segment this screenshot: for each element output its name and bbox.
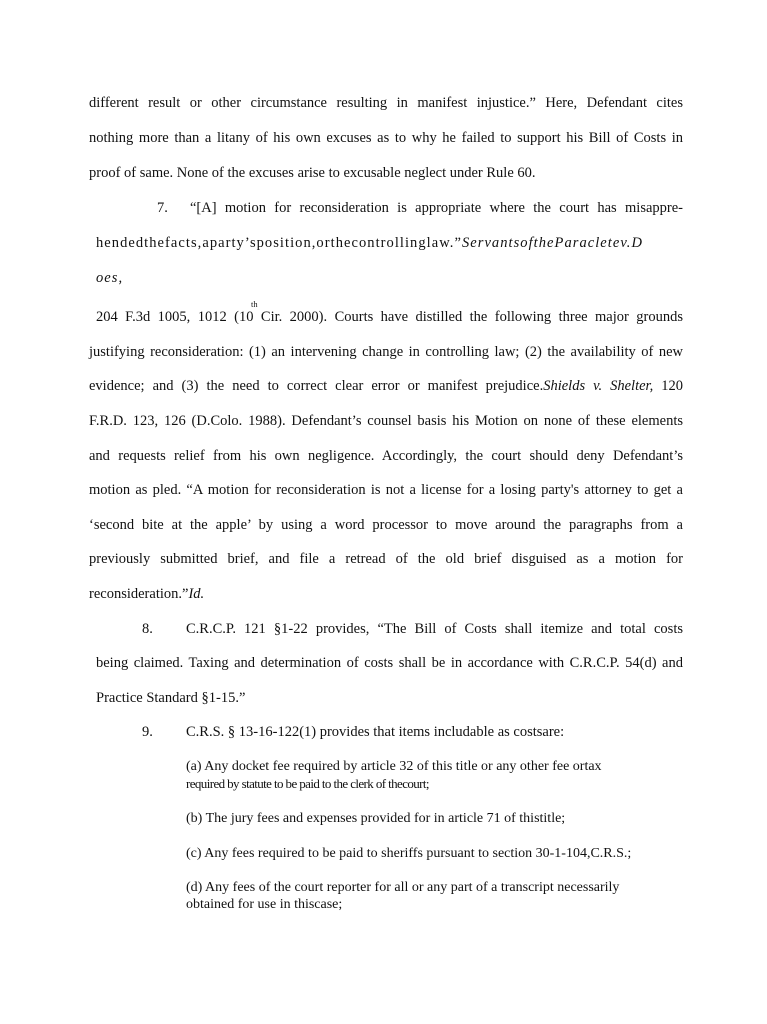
paragraph-line: Practice Standard §1-15.”: [96, 690, 246, 706]
paragraph-line: [89, 378, 683, 395]
paragraph-line: and requests relief from his own negligence. Accordingly, the court should deny Defendant’s: [89, 448, 683, 464]
paragraph-number-8: 8.: [142, 621, 153, 637]
paragraph-line: previously submitted brief, and file a retread of the old brief disguised as a motion for: [89, 551, 683, 567]
paragraph-number-7: 7.: [157, 200, 168, 216]
paragraph-number-9: 9.: [142, 724, 153, 740]
paragraph-line: C.R.S. § 13-16-122(1) provides that items includable as costsare:: [186, 724, 565, 740]
plain-text: hendedthefacts,aparty’sposition,orthecontrollinglaw.”: [96, 235, 462, 251]
paragraph-line: “[A] motion for reconsideration is appropriate where the court has misappre-: [190, 200, 683, 216]
paragraph-line: ‘second bite at the apple’ by using a word processor to move around the paragraphs from a: [89, 517, 683, 533]
case-citation: Id.: [188, 586, 205, 602]
list-item-c: (c) Any fees required to be paid to sheriffs pursuant to section 30-1-104,C.R.S.;: [186, 846, 632, 861]
plain-text: 120: [661, 378, 683, 394]
paragraph-line: different result or other circumstance resulting in manifest injustice.” Here, Defendant cites: [89, 95, 683, 111]
plain-text: reconsideration.”: [89, 586, 189, 602]
paragraph-line: proof of same. None of the excuses arise to excusable neglect under Rule 60.: [89, 165, 536, 181]
case-citation: oes,: [96, 270, 124, 286]
paragraph-line: motion as pled. “A motion for reconsideration is not a license for a losing party's attorney to get a: [89, 482, 683, 498]
paragraph-line: justifying reconsideration: (1) an intervening change in controlling law; (2) the availability of new: [89, 344, 683, 360]
case-citation: ServantsoftheParacletev.D: [461, 235, 643, 251]
paragraph-line: C.R.C.P. 121 §1-22 provides, “The Bill of Costs shall itemize and total costs: [186, 621, 683, 637]
superscript: th: [251, 299, 258, 309]
plain-text: evidence; and (3) the need to correct clear error or manifest prejudice.: [89, 378, 544, 394]
list-item-d-continued: obtained for use in thiscase;: [186, 897, 343, 912]
paragraph-line: [96, 235, 643, 252]
case-citation: Shields v. Shelter,: [543, 378, 654, 394]
list-item-a: (a) Any docket fee required by article 32 of this title or any other fee ortax: [186, 759, 602, 774]
paragraph-line: F.R.D. 123, 126 (D.Colo. 1988). Defendant’s counsel basis his Motion on none of these elements: [89, 413, 683, 429]
list-item-d: (d) Any fees of the court reporter for all or any part of a transcript necessarily: [186, 880, 620, 895]
paragraph-line: nothing more than a litany of his own excuses as to why he failed to support his Bill of Costs in: [89, 130, 683, 146]
paragraph-line: 204 F.3d 1005, 1012 (10 Cir. 2000). Courts have distilled the following three major grounds: [96, 309, 683, 325]
paragraph-line: being claimed. Taxing and determination of costs shall be in accordance with C.R.C.P. 54(d) and: [96, 655, 683, 671]
list-item-a-continued: required by statute to be paid to the clerk of thecourt;: [186, 776, 429, 791]
list-item-b: (b) The jury fees and expenses provided for in article 71 of thistitle;: [186, 811, 566, 826]
paragraph-line: [89, 586, 204, 603]
